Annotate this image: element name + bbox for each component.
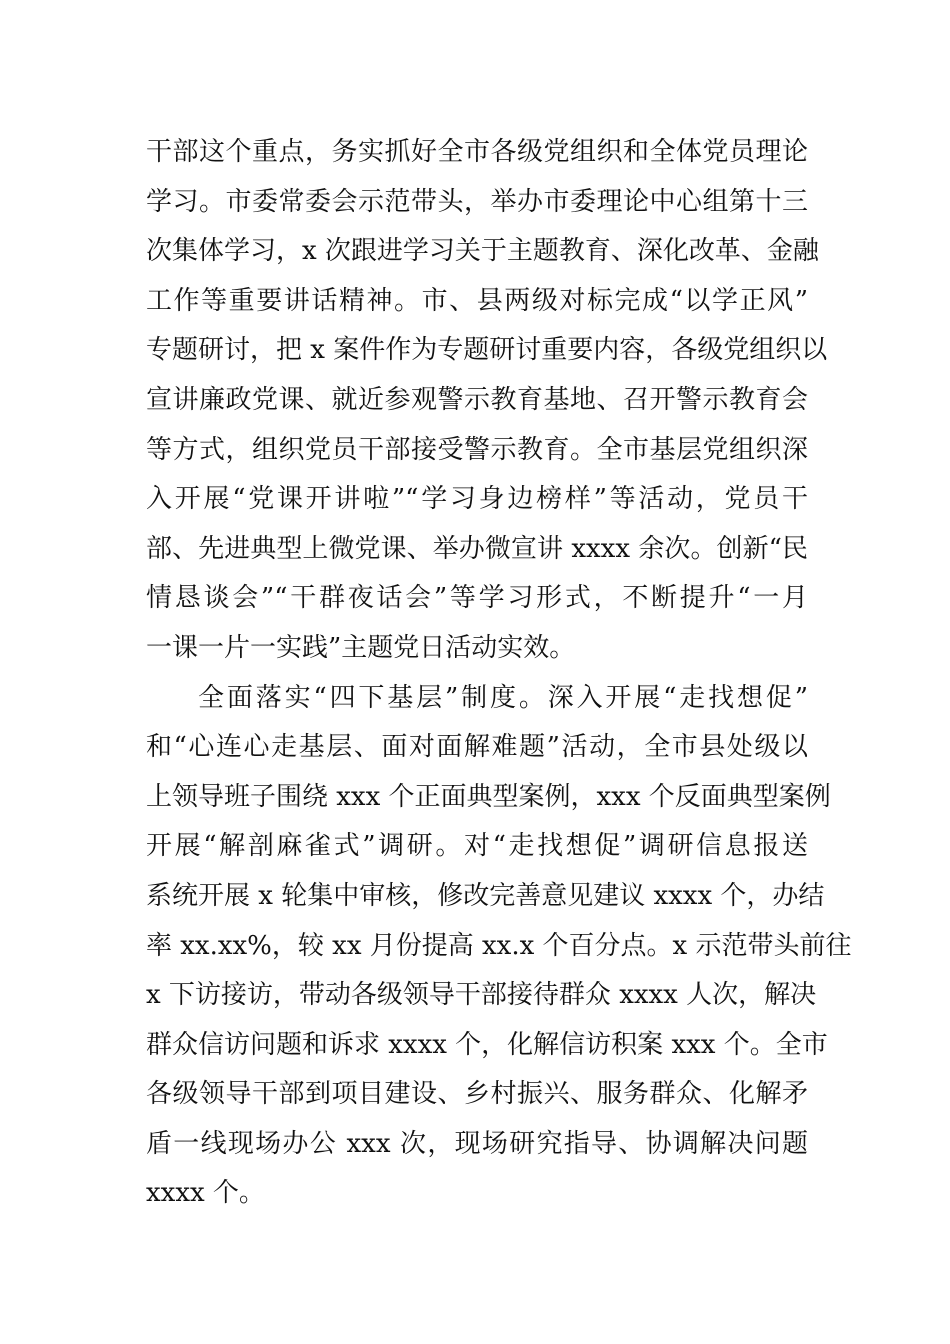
paragraph-line: 部、先进典型上微党课、举办微宣讲 xxxx 余次。创新“民: [146, 533, 808, 564]
paragraph-line: 专题研讨，把 x 案件作为专题研讨重要内容，各级党组织以: [146, 335, 828, 366]
paragraph-line: 宣讲廉政党课、就近参观警示教育基地、召开警示教育会: [146, 384, 808, 415]
paragraph-line: 次集体学习，x 次跟进学习关于主题教育、深化改革、金融: [146, 236, 819, 267]
paragraph-line: 系统开展 x 轮集中审核，修改完善意见建议 xxxx 个，办结: [146, 880, 825, 911]
paragraph-line: 全面落实“四下基层”制度。深入开展“走找想促”: [198, 682, 808, 713]
paragraph-line: 和“心连心走基层、面对面解难题”活动，全市县处级以: [146, 732, 808, 763]
paragraph-1: [146, 128, 828, 674]
paragraph-line: x 下访接访，带动各级领导干部接待群众 xxxx 人次，解决: [146, 980, 817, 1011]
document-body: [146, 128, 852, 1219]
paragraph-line: 情恳谈会”“干群夜话会”等学习形式，不断提升“一月: [146, 583, 808, 614]
paragraph-line: 一课一片一实践”主题党日活动实效。: [146, 632, 576, 663]
paragraph-line: 入开展“党课开讲啦”“学习身边榜样”等活动，党员干: [146, 484, 808, 515]
paragraph-line: xxxx 个。: [146, 1178, 265, 1209]
paragraph-line: 干部这个重点，务实抓好全市各级党组织和全体党员理论: [146, 137, 808, 167]
paragraph-2: [146, 674, 852, 1220]
paragraph-line: 各级领导干部到项目建设、乡村振兴、服务群众、化解矛: [146, 1079, 808, 1110]
paragraph-line: 率 xx.xx%，较 xx 月份提高 xx.x 个百分点。x 示范带头前往: [146, 930, 852, 961]
paragraph-line: 开展“解剖麻雀式”调研。对“走找想促”调研信息报送: [146, 831, 808, 862]
paragraph-line: 学习。市委常委会示范带头，举办市委理论中心组第十三: [146, 186, 808, 217]
paragraph-line: 盾一线现场办公 xxx 次，现场研究指导、协调解决问题: [146, 1128, 808, 1159]
paragraph-line: 等方式，组织党员干部接受警示教育。全市基层党组织深: [146, 434, 808, 465]
paragraph-line: 群众信访问题和诉求 xxxx 个，化解信访积案 xxx 个。全市: [146, 1029, 828, 1060]
paragraph-line: 工作等重要讲话精神。市、县两级对标完成“以学正风”: [146, 285, 808, 316]
paragraph-line: 上领导班子围绕 xxx 个正面典型案例，xxx 个反面典型案例: [146, 781, 831, 812]
